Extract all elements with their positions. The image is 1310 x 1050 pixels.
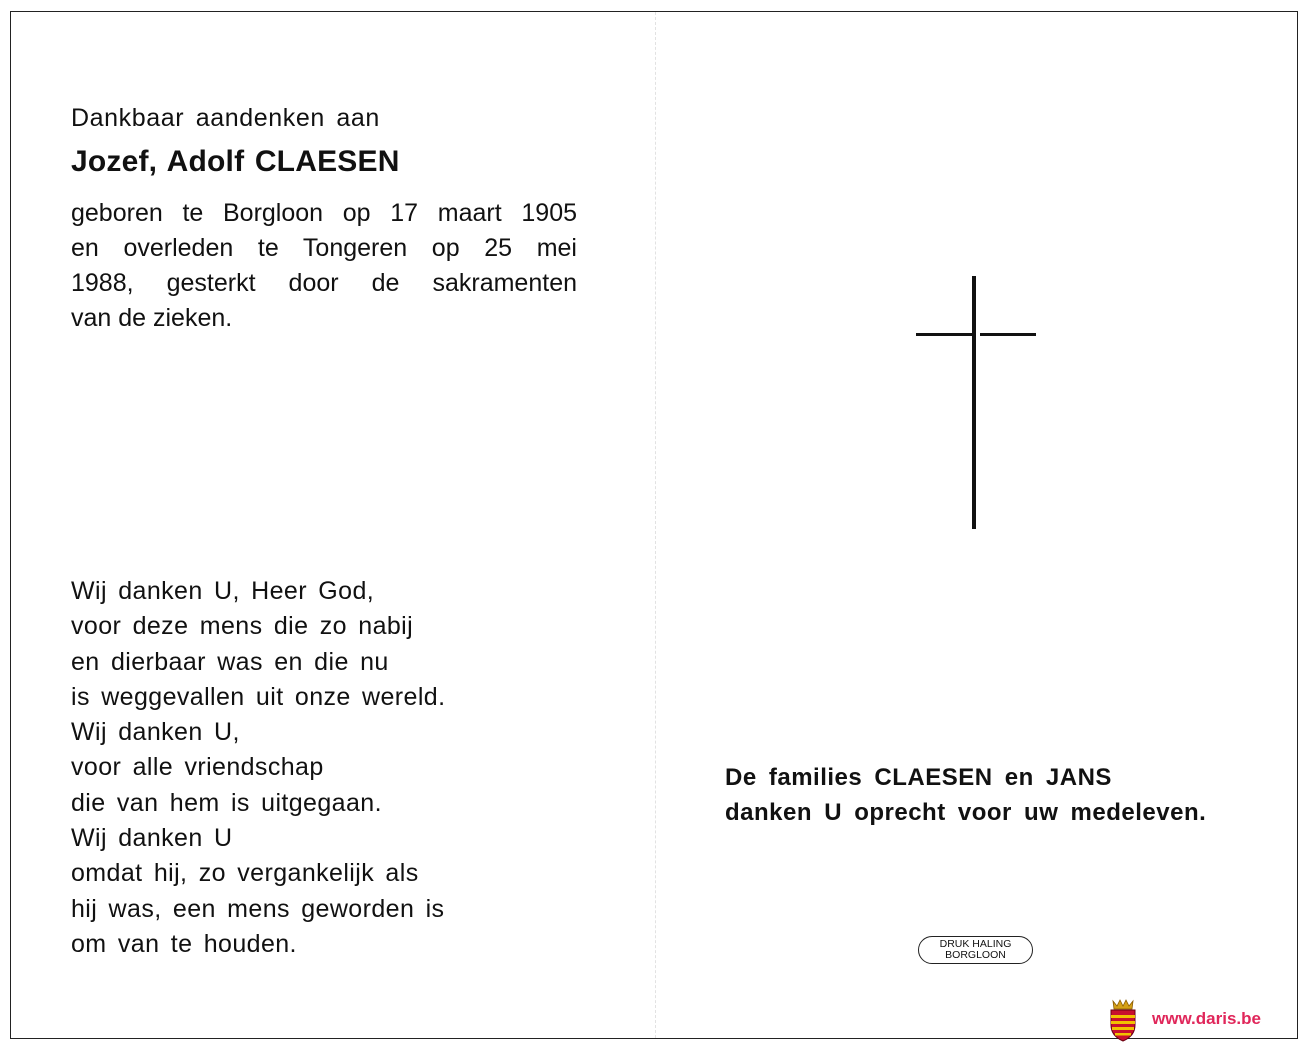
crest-icon <box>1107 997 1139 1042</box>
cross-right-arm <box>980 333 1036 336</box>
deceased-name: Jozef, Adolf CLAESEN <box>71 145 400 178</box>
cross-vertical-bar <box>972 276 976 529</box>
watermark-link[interactable]: www.daris.be <box>1152 1009 1261 1028</box>
intro-text: Dankbaar aandenken aan <box>71 104 380 132</box>
prayer-line: om van te houden. <box>71 929 297 958</box>
prayer-line: omdat hij, zo vergankelijk als <box>71 859 419 888</box>
thanks-line: De families CLAESEN en JANS <box>725 764 1112 791</box>
prayer-line: hij was, een mens geworden is <box>71 894 445 923</box>
bio-line: van de zieken. <box>71 304 233 332</box>
prayer-line: Wij danken U, <box>71 718 240 747</box>
prayer-line: is weggevallen uit onze wereld. <box>71 682 446 711</box>
biography <box>71 196 577 336</box>
printer-mark <box>918 936 1033 964</box>
fold-line <box>655 12 656 1038</box>
thanks-line: danken U oprecht voor uw medeleven. <box>725 799 1207 826</box>
bio-line: en overleden te Tongeren op 25 mei <box>71 234 577 262</box>
bio-line: geboren te Borgloon op 17 maart 1905 <box>71 199 577 227</box>
bio-line: 1988, gesterkt door de sakramenten <box>71 269 577 297</box>
prayer <box>71 574 445 962</box>
prayer-line: voor deze mens die zo nabij <box>71 612 414 641</box>
prayer-line: Wij danken U, Heer God, <box>71 577 375 605</box>
printer-town: BORGLOON <box>945 949 1006 961</box>
prayer-line: die van hem is uitgegaan. <box>71 788 382 817</box>
prayer-line: Wij danken U <box>71 824 233 853</box>
family-thanks <box>725 760 1206 830</box>
cross-left-arm <box>916 333 972 336</box>
prayer-line: en dierbaar was en die nu <box>71 647 389 676</box>
printer-name: DRUK HALING <box>939 937 1012 950</box>
prayer-line: voor alle vriendschap <box>71 753 324 782</box>
